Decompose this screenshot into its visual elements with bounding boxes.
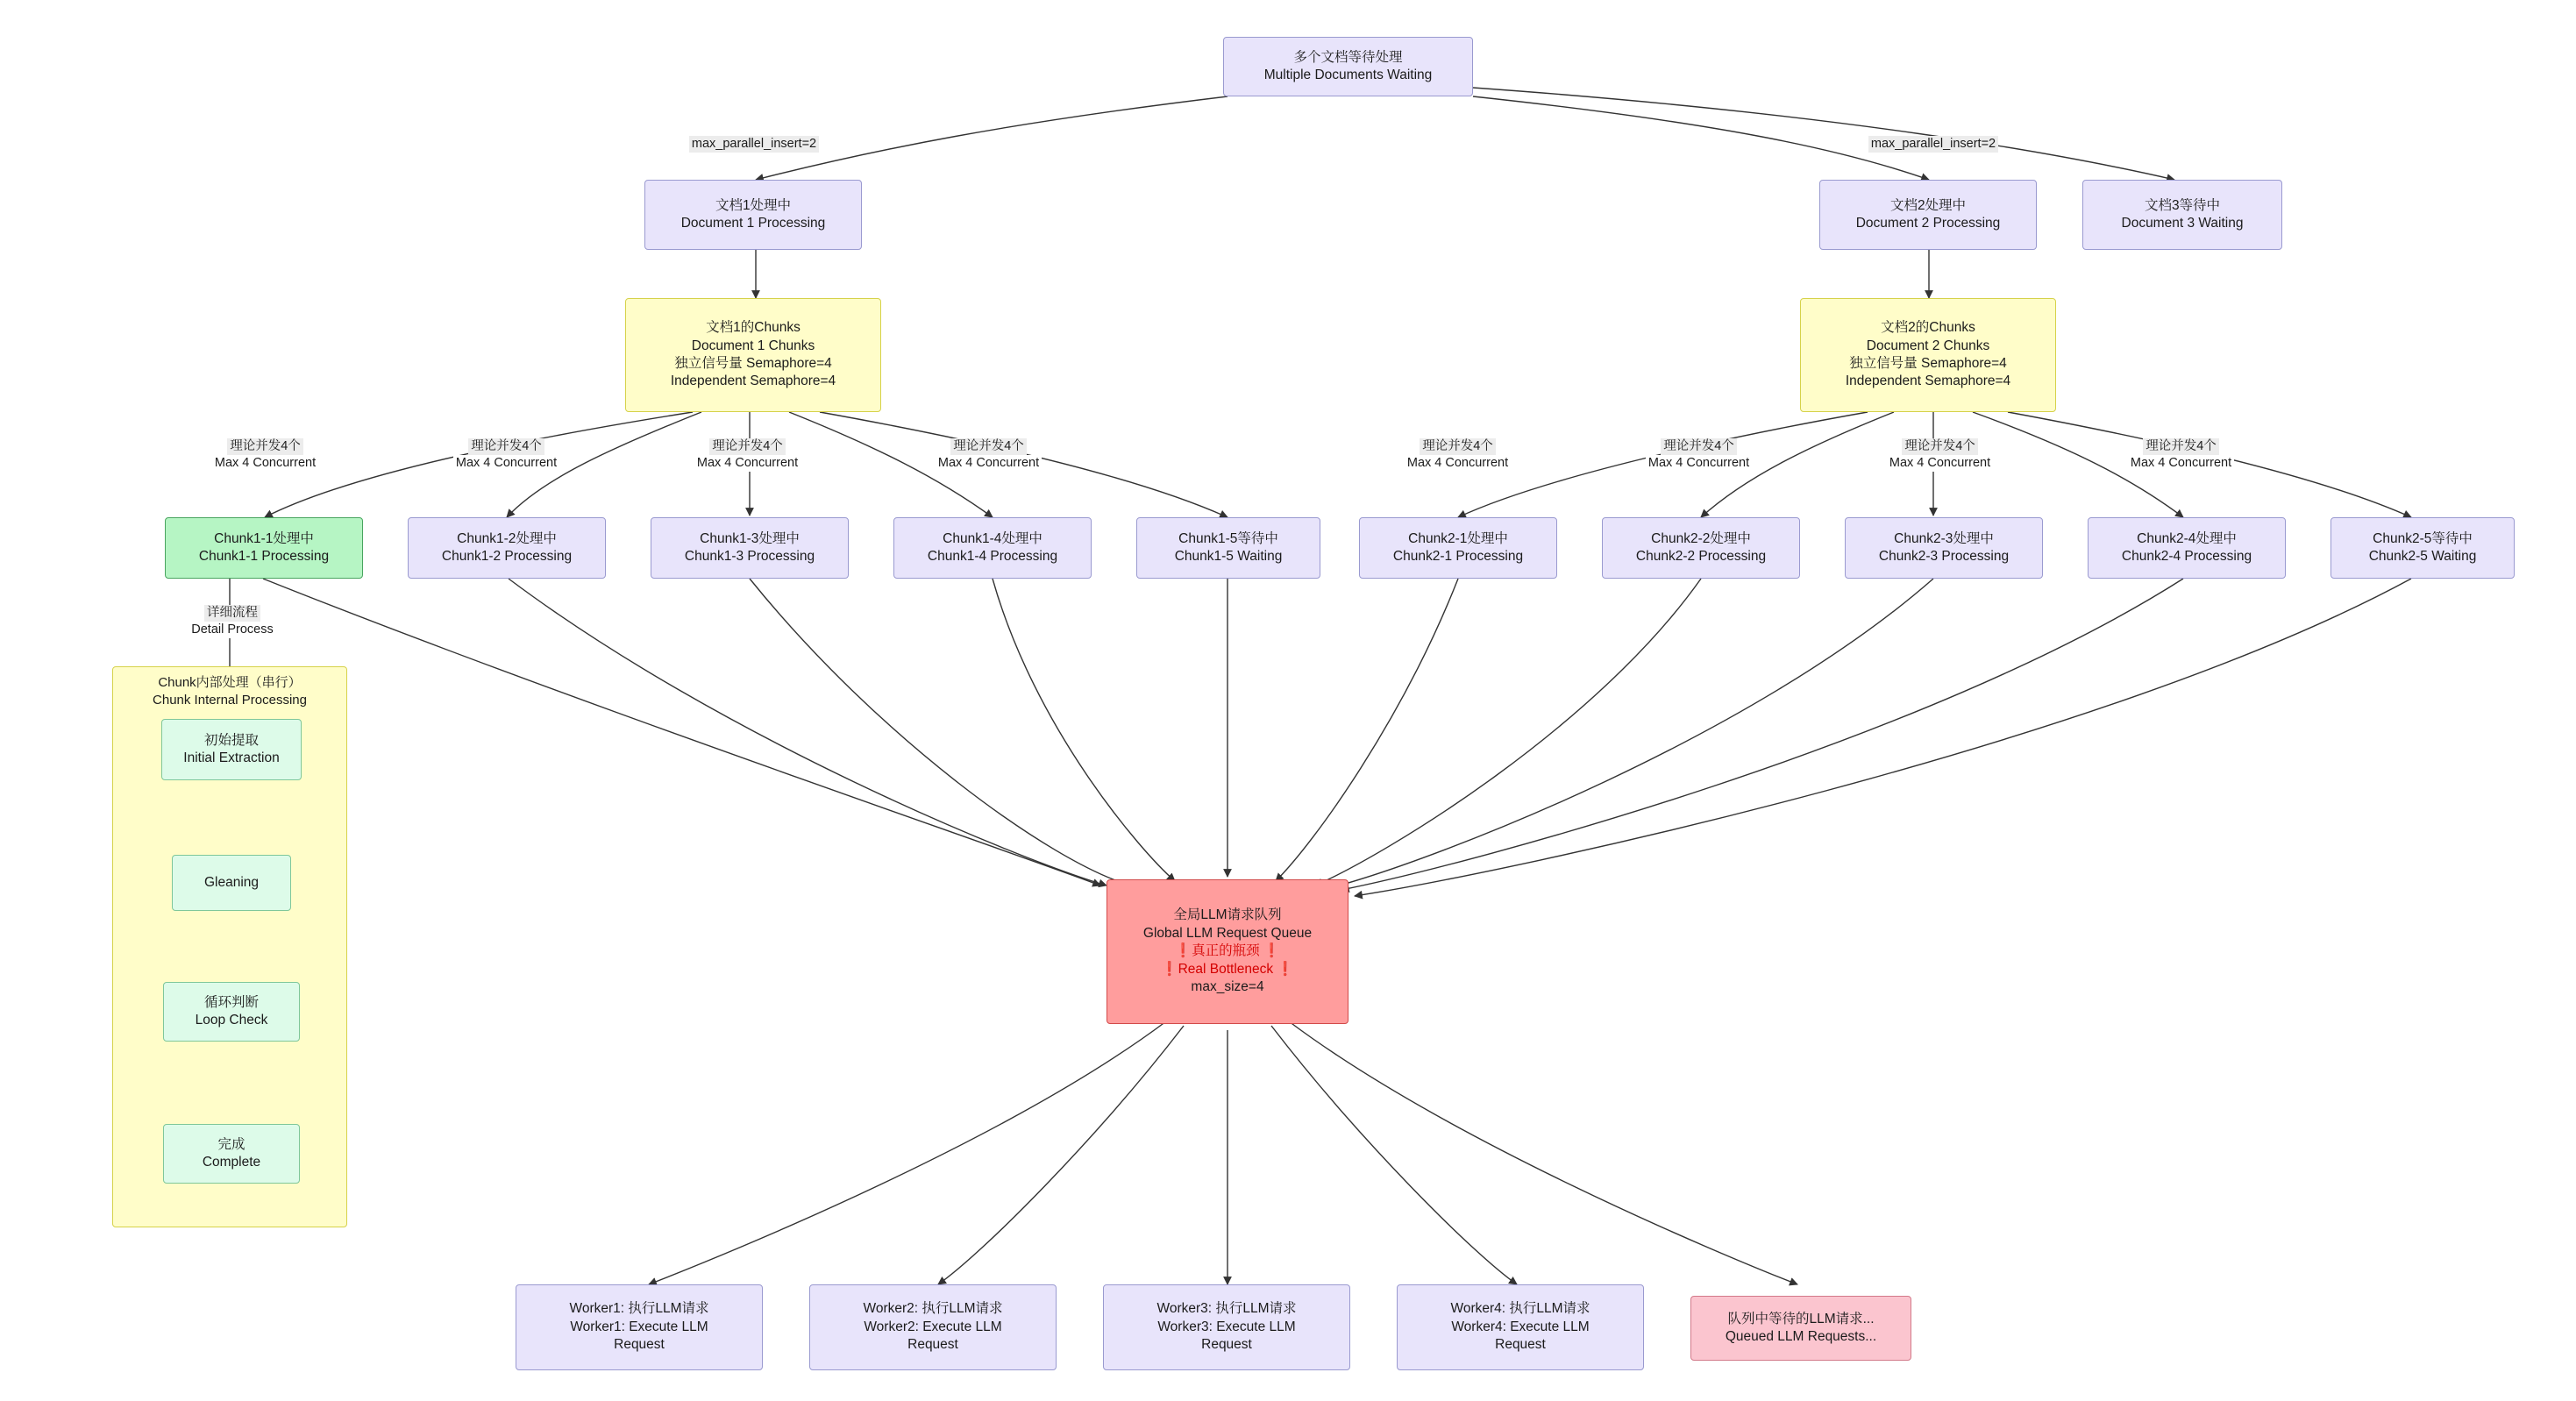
node-line: 多个文档等待处理 bbox=[1293, 49, 1403, 65]
node-chunk2-1-processing[interactable] bbox=[1359, 517, 1557, 579]
node-line: Chunk1-5等待中 bbox=[1178, 530, 1278, 546]
node-line: Chunk1-4 Processing bbox=[927, 549, 1058, 564]
node-line: max_size=4 bbox=[1191, 979, 1264, 995]
node-line: Chunk2-1 Processing bbox=[1392, 549, 1524, 564]
node-chunk1-4-processing[interactable] bbox=[893, 517, 1092, 579]
subgraph-title-line1: Chunk内部处理（串行） bbox=[158, 675, 302, 690]
node-gleaning[interactable] bbox=[172, 855, 291, 911]
node-line: 初始提取 bbox=[203, 732, 259, 748]
node-initial-extraction[interactable] bbox=[161, 719, 302, 780]
edge-label-text: Max 4 Concurrent bbox=[2128, 455, 2234, 472]
node-line: 独立信号量 Semaphore=4 bbox=[674, 356, 832, 371]
node-line: 队列中等待的LLM请求... bbox=[1727, 1311, 1875, 1326]
edge-label-text: Max 4 Concurrent bbox=[936, 455, 1042, 472]
edge-label-text: 理论并发4个 bbox=[1661, 438, 1737, 455]
node-line: Document 1 Processing bbox=[680, 216, 826, 231]
node-line: 文档3等待中 bbox=[2144, 197, 2221, 213]
node-line: Chunk2-3处理中 bbox=[1894, 530, 1994, 546]
node-line: Chunk1-3处理中 bbox=[700, 530, 800, 546]
node-line: Complete bbox=[202, 1155, 261, 1170]
edge-label-text: Max 4 Concurrent bbox=[1646, 455, 1752, 472]
node-multiple-documents-waiting[interactable] bbox=[1223, 37, 1473, 96]
node-line: Chunk1-2处理中 bbox=[457, 530, 557, 546]
edge-label-text: 理论并发4个 bbox=[468, 438, 544, 455]
node-line: 循环判断 bbox=[203, 994, 259, 1010]
node-line: Worker3: Execute LLM bbox=[1157, 1319, 1296, 1334]
edge-label-text: Max 4 Concurrent bbox=[1405, 455, 1511, 472]
node-chunk2-5-waiting[interactable] bbox=[2330, 517, 2515, 579]
subgraph-title-line2: Chunk Internal Processing bbox=[153, 692, 307, 708]
node-line: Chunk1-1 Processing bbox=[198, 549, 330, 564]
edge-label-text: max_parallel_insert=2 bbox=[689, 136, 819, 153]
node-line: Request bbox=[614, 1337, 665, 1353]
node-line: Worker2: Execute LLM bbox=[864, 1319, 1002, 1334]
node-line: Worker1: 执行LLM请求 bbox=[569, 1301, 709, 1317]
node-line: Chunk1-3 Processing bbox=[684, 549, 815, 564]
edge-label-max-4-concurrent-7 bbox=[1863, 438, 2017, 472]
node-line: Document 3 Waiting bbox=[2121, 216, 2244, 231]
edge-label-text: Max 4 Concurrent bbox=[453, 455, 559, 472]
node-loop-check[interactable] bbox=[163, 982, 300, 1042]
node-line: 全局LLM请求队列 bbox=[1173, 907, 1282, 923]
node-line: Request bbox=[1495, 1337, 1546, 1353]
node-line: Multiple Documents Waiting bbox=[1263, 68, 1433, 82]
edge-label-text: Max 4 Concurrent bbox=[212, 455, 318, 472]
node-line: Gleaning bbox=[203, 874, 260, 890]
node-worker4[interactable] bbox=[1397, 1284, 1644, 1370]
node-line: Worker3: 执行LLM请求 bbox=[1156, 1301, 1297, 1317]
node-line-bottleneck-en: ❗Real Bottleneck ❗ bbox=[1161, 961, 1294, 977]
node-queued-llm-requests[interactable] bbox=[1690, 1296, 1911, 1361]
node-line: Chunk2-2 Processing bbox=[1635, 549, 1767, 564]
node-line: Loop Check bbox=[195, 1013, 268, 1028]
edge-label-text: Detail Process bbox=[189, 622, 275, 638]
edge-label-text: Max 4 Concurrent bbox=[1887, 455, 1993, 472]
node-line: Worker4: 执行LLM请求 bbox=[1450, 1301, 1590, 1317]
edge-label-text: Max 4 Concurrent bbox=[694, 455, 801, 472]
edge-label-text: max_parallel_insert=2 bbox=[1868, 136, 1998, 153]
node-worker3[interactable] bbox=[1103, 1284, 1350, 1370]
edge-label-max-4-concurrent-8 bbox=[2104, 438, 2258, 472]
node-line: Initial Extraction bbox=[183, 750, 280, 765]
node-line: Global LLM Request Queue bbox=[1142, 925, 1313, 941]
node-line: Chunk1-1处理中 bbox=[214, 530, 314, 546]
edge-label-max-parallel-insert-left bbox=[671, 136, 837, 153]
edge-label-detail-process bbox=[162, 605, 302, 638]
node-worker1[interactable] bbox=[516, 1284, 763, 1370]
edge-label-text: 理论并发4个 bbox=[950, 438, 1027, 455]
node-line: Document 2 Chunks bbox=[1866, 338, 1990, 353]
node-document-2-processing[interactable] bbox=[1819, 180, 2037, 250]
node-line: Chunk2-1处理中 bbox=[1408, 530, 1508, 546]
node-line: Chunk2-5 Waiting bbox=[2368, 549, 2477, 564]
edge-label-text: 理论并发4个 bbox=[2143, 438, 2219, 455]
edge-label-text: 理论并发4个 bbox=[709, 438, 786, 455]
node-line: Document 2 Processing bbox=[1855, 216, 2001, 231]
node-chunk1-2-processing[interactable] bbox=[408, 517, 606, 579]
edge-label-max-4-concurrent-1 bbox=[189, 438, 342, 472]
node-line: Independent Semaphore=4 bbox=[670, 373, 836, 389]
node-line: 文档2处理中 bbox=[1889, 197, 1967, 213]
node-line: Chunk2-5等待中 bbox=[2373, 530, 2473, 546]
node-line: Chunk2-4处理中 bbox=[2137, 530, 2237, 546]
node-line: Chunk1-2 Processing bbox=[441, 549, 573, 564]
node-document-1-chunks[interactable] bbox=[625, 298, 881, 412]
node-line: Chunk2-4 Processing bbox=[2121, 549, 2252, 564]
node-line: 文档1处理中 bbox=[715, 197, 792, 213]
node-line: Request bbox=[907, 1337, 958, 1353]
node-chunk2-4-processing[interactable] bbox=[2088, 517, 2286, 579]
node-line: Chunk2-3 Processing bbox=[1878, 549, 2010, 564]
node-line: Chunk1-5 Waiting bbox=[1174, 549, 1283, 564]
node-line: 完成 bbox=[217, 1136, 246, 1152]
edge-label-text: 理论并发4个 bbox=[1420, 438, 1496, 455]
node-document-3-waiting[interactable] bbox=[2082, 180, 2282, 250]
node-chunk2-2-processing[interactable] bbox=[1602, 517, 1800, 579]
node-line: Queued LLM Requests... bbox=[1725, 1329, 1877, 1344]
node-complete[interactable] bbox=[163, 1124, 300, 1184]
node-line: Document 1 Chunks bbox=[691, 338, 815, 353]
node-line: Chunk2-2处理中 bbox=[1651, 530, 1751, 546]
node-line: 独立信号量 Semaphore=4 bbox=[1849, 356, 2007, 371]
node-line: Independent Semaphore=4 bbox=[1845, 373, 2011, 389]
node-line: 文档1的Chunks bbox=[706, 320, 801, 336]
node-line: Worker4: Execute LLM bbox=[1451, 1319, 1590, 1334]
node-chunk1-1-processing[interactable] bbox=[165, 517, 363, 579]
edge-label-text: 理论并发4个 bbox=[1902, 438, 1978, 455]
edge-label-max-4-concurrent-6 bbox=[1622, 438, 1775, 472]
edge-label-max-4-concurrent-4 bbox=[912, 438, 1065, 472]
node-line-bottleneck-cn: ❗真正的瓶颈 ❗ bbox=[1174, 943, 1281, 959]
node-line: Worker1: Execute LLM bbox=[570, 1319, 708, 1334]
edge-label-text: 理论并发4个 bbox=[227, 438, 303, 455]
node-document-2-chunks[interactable] bbox=[1800, 298, 2056, 412]
edge-label-max-parallel-insert-right bbox=[1850, 136, 2017, 153]
node-worker2[interactable] bbox=[809, 1284, 1057, 1370]
node-chunk1-3-processing[interactable] bbox=[651, 517, 849, 579]
node-chunk2-3-processing[interactable] bbox=[1845, 517, 2043, 579]
node-line: Chunk1-4处理中 bbox=[943, 530, 1042, 546]
subgraph-title bbox=[113, 674, 346, 708]
node-line: Worker2: 执行LLM请求 bbox=[863, 1301, 1003, 1317]
node-line: Request bbox=[1201, 1337, 1252, 1353]
edge-label-max-4-concurrent-5 bbox=[1381, 438, 1534, 472]
edge-label-text: 详细流程 bbox=[204, 605, 260, 622]
edge-label-max-4-concurrent-3 bbox=[671, 438, 824, 472]
node-line: 文档2的Chunks bbox=[1881, 320, 1975, 336]
node-chunk1-5-waiting[interactable] bbox=[1136, 517, 1320, 579]
node-global-llm-request-queue[interactable] bbox=[1107, 879, 1348, 1024]
edge-label-max-4-concurrent-2 bbox=[430, 438, 583, 472]
node-document-1-processing[interactable] bbox=[644, 180, 862, 250]
